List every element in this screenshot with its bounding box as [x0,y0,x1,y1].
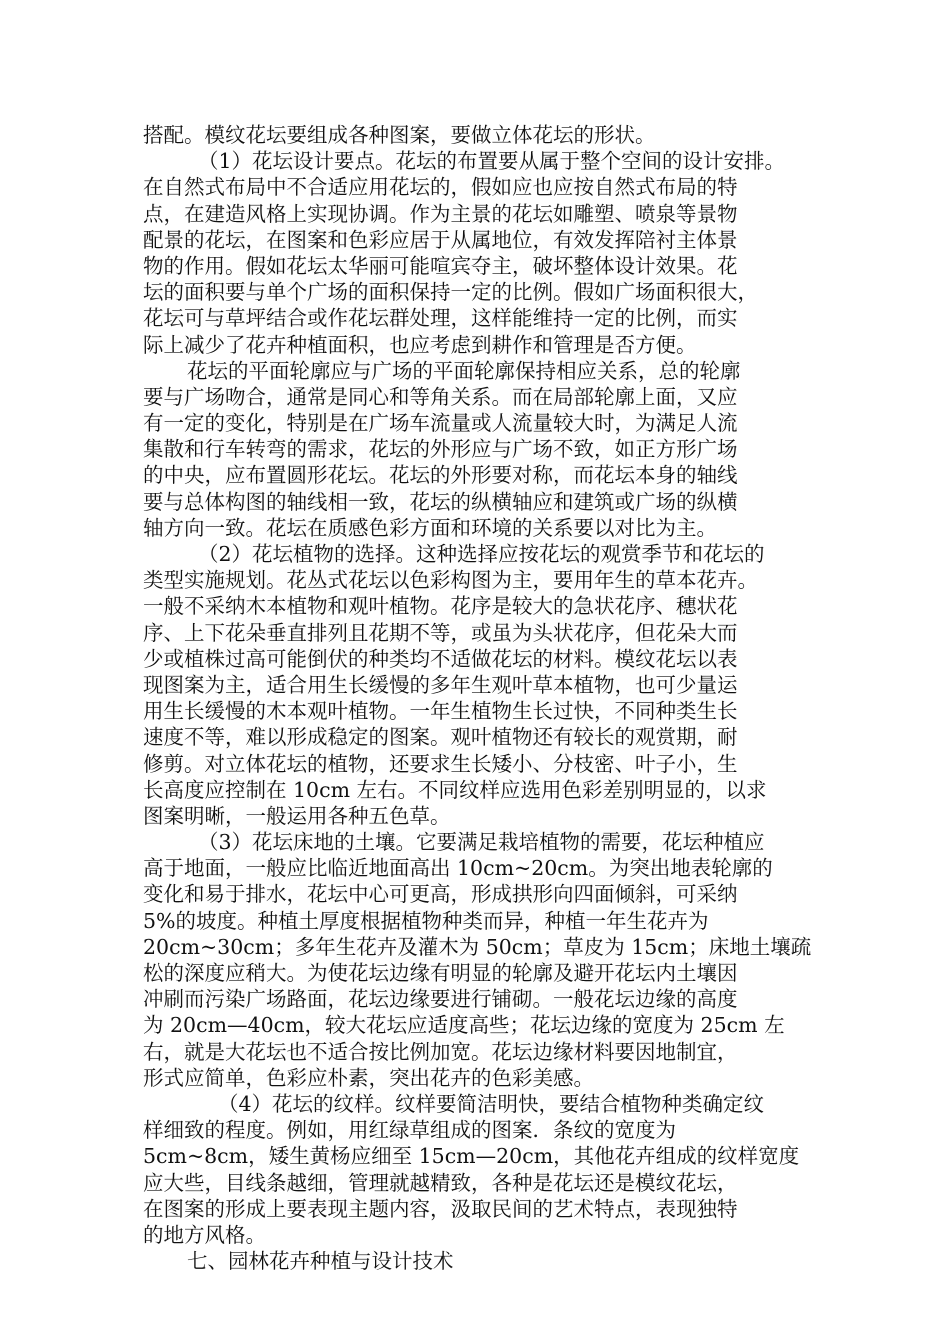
text-line: 变化和易于排水，花坛中心可更高，形成拱形向四面倾斜，可采纳 [143,882,738,907]
text-line: 集散和行车转弯的需求，花坛的外形应与广场不致，如正方形广场 [143,437,738,462]
text-line: 搭配。模纹花坛要组成各种图案，要做立体花坛的形状。 [143,123,656,147]
text-line: 右，就是大花坛也不适合按比例加宽。花坛边缘材料要因地制宜， [143,1039,738,1064]
text-line: 序、上下花朵垂直排列且花期不等，或虽为头状花序，但花朵大而 [143,620,738,645]
text-line: 在图案的形成上要表现主题内容，汲取民间的艺术特点，表现独特 [143,1196,738,1221]
text-line: 花坛的平面轮廓应与广场的平面轮廓保持相应关系，总的轮廓 [187,358,741,383]
text-line: 现图案为主，适合用生长缓慢的多年生观叶草本植物，也可少量运 [143,672,738,697]
text-line: 松的深度应稍大。为使花坛边缘有明显的轮廓及避开花坛内土壤因 [143,961,738,985]
text-line: 有一定的变化，特别是在广场车流量或人流量较大时，为满足人流 [143,411,738,436]
text-line: （2）花坛植物的选择。这种选择应按花坛的观赏季节和花坛的 [198,542,765,566]
text-line: 20cm~30cm；多年生花卉及灌木为 50cm；草皮为 15cm；床地土壤疏 [143,934,812,959]
text-line: （1）花坛设计要点。花坛的布置要从属于整个空间的设计安排。 [198,149,786,174]
text-line: 样细致的程度。例如，用红绿草组成的图案．条纹的宽度为 [143,1118,676,1143]
document-page [143,122,812,1274]
text-line: 点，在建造风格上实现协调。作为主景的花坛如雕塑、喷泉等景物 [143,201,738,226]
text-line: 要与广场吻合，通常是同心和等角关系。而在局部轮廓上面，又应 [143,384,738,409]
text-line: 轴方向一致。花坛在质感色彩方面和环境的关系要以对比为主。 [143,515,717,540]
text-line: 一般不采纳木本植物和观叶植物。花序是较大的急状花序、穗状花 [143,594,738,619]
text-line: 配景的花坛，在图案和色彩应居于从属地位，有效发挥陪衬主体景 [143,227,738,252]
text-line: 速度不等，难以形成稳定的图案。观叶植物还有较长的观赏期，耐 [143,725,738,750]
text-line: 类型实施规划。花丛式花坛以色彩构图为主，要用年生的草本花卉。 [143,568,758,593]
text-line: 花坛可与草坪结合或作花坛群处理，这样能维持一定的比例，而实 [143,306,738,331]
text-line: 长高度应控制在 10cm 左右。不同纹样应选用色彩差别明显的，以求 [143,777,767,802]
text-line: 要与总体构图的轴线相一致，花坛的纵横轴应和建筑或广场的纵横 [143,489,738,514]
text-line: 坛的面积要与单个广场的面积保持一定的比例。假如广场面积很大， [143,280,758,305]
text-line: 高于地面，一般应比临近地面高出 10cm~20cm。为突出地表轮廓的 [143,856,773,881]
text-line: 冲刷而污染广场路面，花坛边缘要进行铺砌。一般花坛边缘的高度 [143,987,738,1012]
text-line: 际上减少了花卉种植面积，也应考虑到耕作和管理是否方便。 [143,332,697,357]
text-line: 形式应简单，色彩应朴素，突出花卉的色彩美感。 [143,1065,594,1090]
text-line: 5%的坡度。种植土厚度根据植物种类而异，种植一年生花卉为 [143,908,709,933]
text-line: （3）花坛床地的土壤。它要满足栽培植物的需要，花坛种植应 [198,830,765,855]
text-line: 物的作用。假如花坛太华丽可能喧宾夺主，破坏整体设计效果。花 [143,253,738,278]
text-line: 5cm~8cm，矮生黄杨应细至 15cm—20cm，其他花卉组成的纹样宽度 [143,1144,800,1169]
text-line: 的地方风格。 [143,1222,266,1247]
text-line: （4）花坛的纹样。纹样要简洁明快，要结合植物种类确定纹 [218,1091,765,1116]
text-line: 为 20cm—40cm，较大花坛应适度高些；花坛边缘的宽度为 25cm 左 [143,1013,785,1038]
text-line: 的中央，应布置圆形花坛。花坛的外形要对称，而花坛本身的轴线 [143,463,738,488]
text-line: 修剪。对立体花坛的植物，还要求生长矮小、分枝密、叶子小，生 [143,751,738,776]
text-line: 七、园林花卉种植与设计技术 [187,1249,454,1274]
text-line: 少或植株过高可能倒伏的种类均不适做花坛的材料。模纹花坛以表 [143,646,738,671]
text-line: 图案明晰，一般运用各种五色草。 [143,803,451,828]
text-line: 用生长缓慢的木本观叶植物。一年生植物生长过快，不同种类生长 [143,699,738,724]
text-line: 应大些，目线条越细，管理就越精致，各种是花坛还是模纹花坛， [143,1170,738,1195]
text-line: 在自然式布局中不合适应用花坛的，假如应也应按自然式布局的特 [143,175,738,200]
